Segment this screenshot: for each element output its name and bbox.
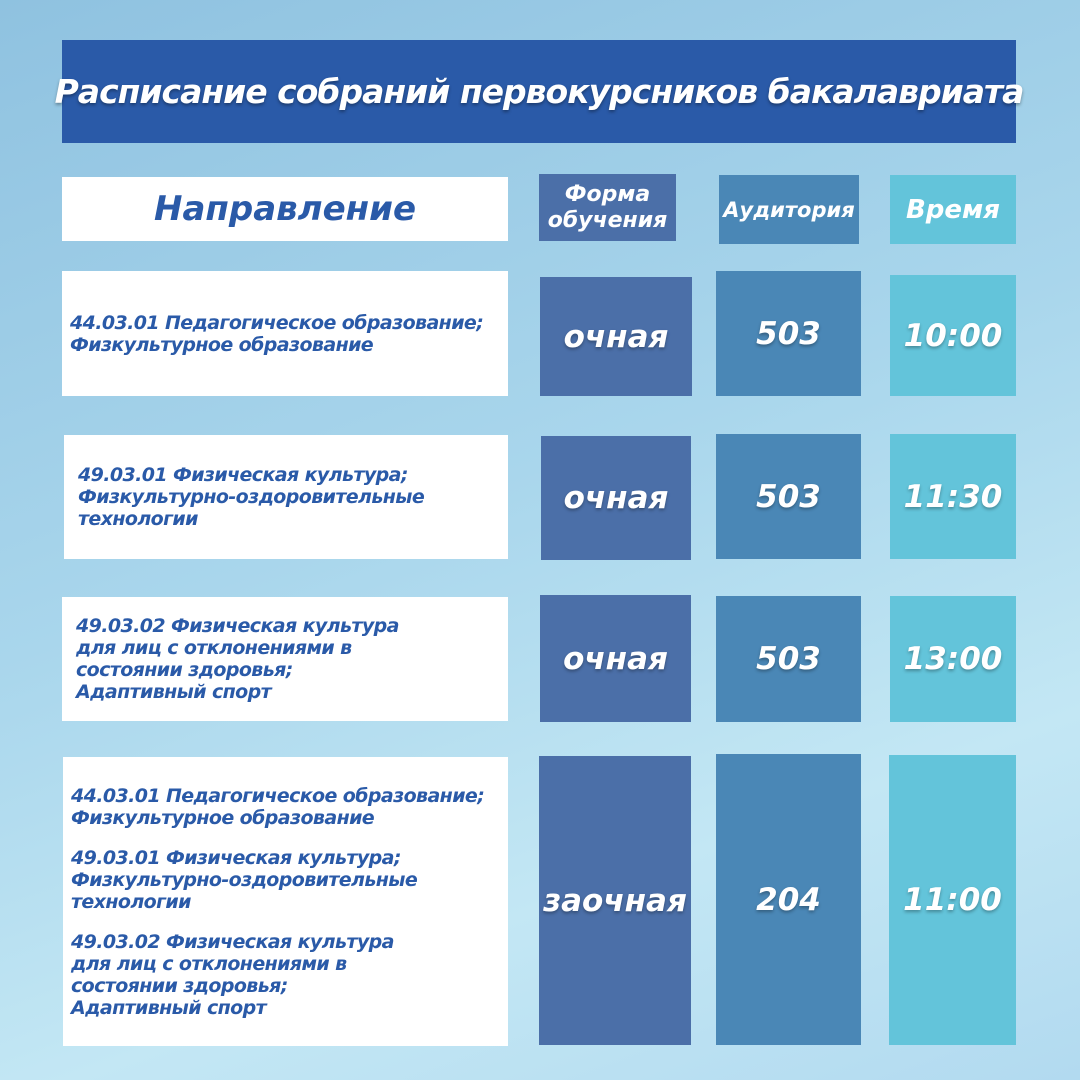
page-title: Расписание собраний первокурсников бакалавриата [54, 72, 1024, 111]
table-row-4-form [539, 756, 691, 1045]
form-value: заочная [543, 882, 687, 919]
direction-entry: 49.03.01 Физическая культура; Физкультурно-оздоровительные технологии [71, 846, 418, 913]
direction-list [71, 785, 484, 1019]
header-direction [62, 177, 508, 241]
table-row-1-room [716, 271, 861, 396]
room-value: 204 [756, 881, 821, 918]
table-row-3-form [540, 595, 691, 722]
table-row-1-form [540, 277, 692, 396]
room-value: 503 [756, 478, 821, 515]
direction-entry: 49.03.02 Физическая культура для лиц с отклонениями в состоянии здоровья; Адаптивный спорт [71, 930, 394, 1019]
room-value: 503 [756, 315, 821, 352]
header-time-label: Время [905, 194, 1000, 225]
time-value: 11:00 [903, 882, 1002, 918]
title-banner [54, 40, 1024, 143]
table-row-4-time [889, 755, 1016, 1045]
table-row-2-time [890, 434, 1016, 559]
form-value: очная [563, 480, 669, 516]
table-row-3-direction [62, 597, 508, 721]
table-row-1-time [890, 275, 1016, 396]
header-direction-label: Направление [153, 189, 417, 229]
table-row-2-form [541, 436, 691, 560]
table-row-3-time [890, 596, 1016, 722]
direction-list [76, 615, 399, 703]
time-value: 11:30 [903, 478, 1003, 515]
header-form-label: Форма обучения [547, 181, 668, 233]
direction-list [70, 312, 483, 356]
direction-entry: 44.03.01 Педагогическое образование; Физкультурное образование [71, 784, 485, 829]
table-row-4-room [716, 754, 861, 1045]
form-value: очная [563, 318, 669, 355]
table-row-4-direction [63, 757, 508, 1046]
table-row-1-direction [62, 271, 508, 396]
direction-entry: 44.03.01 Педагогическое образование; Физкультурное образование [70, 311, 484, 356]
table-row-2-room [716, 434, 861, 559]
header-form [539, 174, 676, 241]
direction-list [78, 464, 424, 530]
table-row-2-direction [64, 435, 508, 559]
time-value: 13:00 [903, 641, 1003, 677]
room-value: 503 [756, 641, 821, 677]
header-room-label: Аудитория [723, 197, 855, 222]
time-value: 10:00 [903, 317, 1003, 354]
header-room [719, 175, 859, 244]
table-row-3-room [716, 596, 861, 722]
header-time [890, 175, 1016, 244]
direction-entry: 49.03.01 Физическая культура; Физкультурно-оздоровительные технологии [78, 464, 425, 530]
direction-entry: 49.03.02 Физическая культура для лиц с отклонениями в состоянии здоровья; Адаптивный спорт [76, 615, 399, 703]
form-value: очная [563, 640, 668, 677]
